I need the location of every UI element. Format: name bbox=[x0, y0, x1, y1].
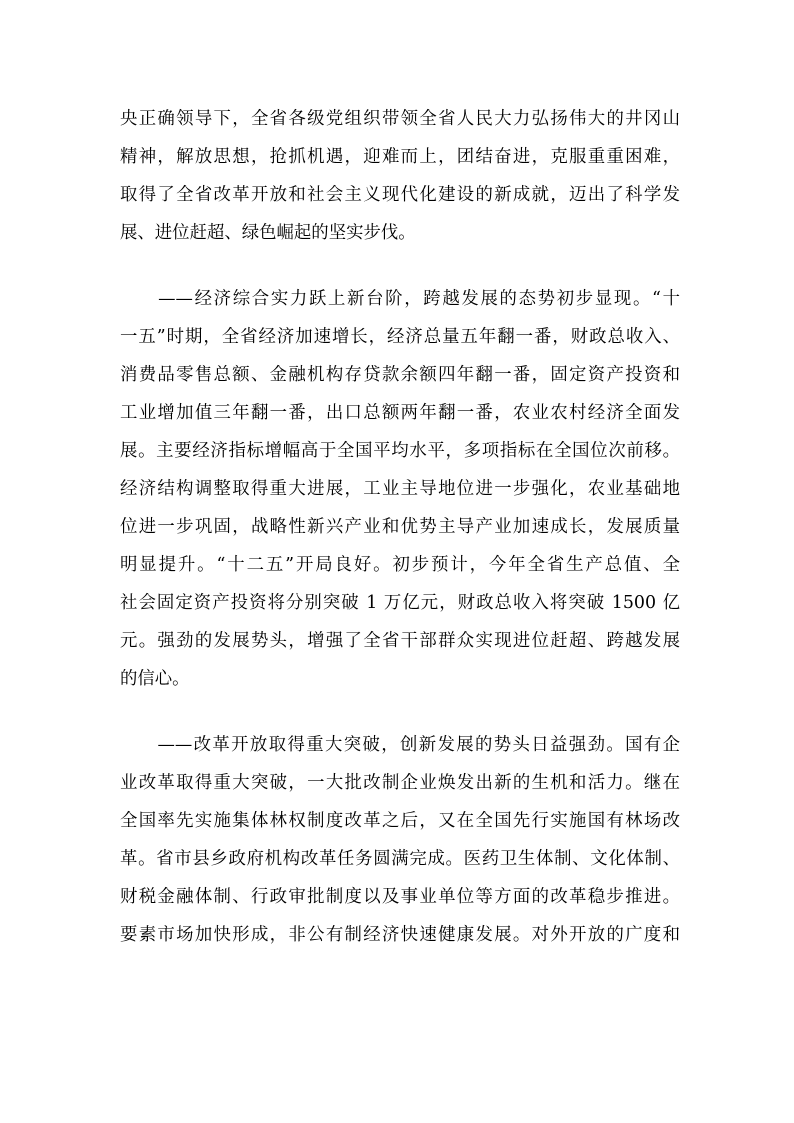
text-line: 全国率先实施集体林权制度改革之后，又在全国先行实施国有林场改 bbox=[120, 811, 680, 831]
text-line: 一五”时期，全省经济加速增长，经济总量五年翻一番，财政总收入、 bbox=[120, 327, 680, 347]
paragraph-economy bbox=[120, 280, 680, 698]
body-text bbox=[120, 100, 680, 954]
text-line: ——经济综合实力跃上新台阶，跨越发展的态势初步显现。“十 bbox=[120, 289, 680, 309]
paragraph-intro bbox=[120, 100, 680, 252]
text-line: 工业增加值三年翻一番，出口总额两年翻一番，农业农村经济全面发 bbox=[120, 403, 680, 423]
text-line: 革。省市县乡政府机构改革任务圆满完成。医药卫生体制、文化体制、 bbox=[120, 849, 680, 869]
text-line: 央正确领导下，全省各级党组织带领全省人民大力弘扬伟大的井冈山 bbox=[120, 109, 680, 129]
text-line: ——改革开放取得重大突破，创新发展的势头日益强劲。国有企 bbox=[120, 735, 680, 755]
text-line: 消费品零售总额、金融机构存贷款余额四年翻一番，固定资产投资和 bbox=[120, 365, 680, 385]
text-line: 元。强劲的发展势头，增强了全省干部群众实现进位赶超、跨越发展 bbox=[120, 631, 680, 651]
text-line: 业改革取得重大突破，一大批改制企业焕发出新的生机和活力。继在 bbox=[120, 773, 680, 793]
text-line: 社会固定资产投资将分别突破 1 万亿元，财政总收入将突破 1500 亿 bbox=[120, 593, 680, 613]
text-line: 展、进位赶超、绿色崛起的坚实步伐。 bbox=[120, 223, 416, 243]
text-line: 精神，解放思想，抢抓机遇，迎难而上，团结奋进，克服重重困难， bbox=[120, 147, 680, 167]
text-line: 明显提升。“十二五”开局良好。初步预计，今年全省生产总值、全 bbox=[120, 555, 680, 575]
text-line: 取得了全省改革开放和社会主义现代化建设的新成就，迈出了科学发 bbox=[120, 185, 680, 205]
paragraph-spacer bbox=[120, 252, 680, 280]
text-line: 展。主要经济指标增幅高于全国平均水平，多项指标在全国位次前移。 bbox=[120, 441, 680, 461]
text-line: 要素市场加快形成，非公有制经济快速健康发展。对外开放的广度和 bbox=[120, 925, 680, 945]
paragraph-spacer bbox=[120, 698, 680, 726]
text-line: 经济结构调整取得重大进展，工业主导地位进一步强化，农业基础地 bbox=[120, 479, 680, 499]
text-line: 的信心。 bbox=[120, 669, 190, 689]
text-line: 位进一步巩固，战略性新兴产业和优势主导产业加速成长，发展质量 bbox=[120, 517, 680, 537]
text-line: 财税金融体制、行政审批制度以及事业单位等方面的改革稳步推进。 bbox=[120, 887, 680, 907]
paragraph-reform bbox=[120, 726, 680, 954]
